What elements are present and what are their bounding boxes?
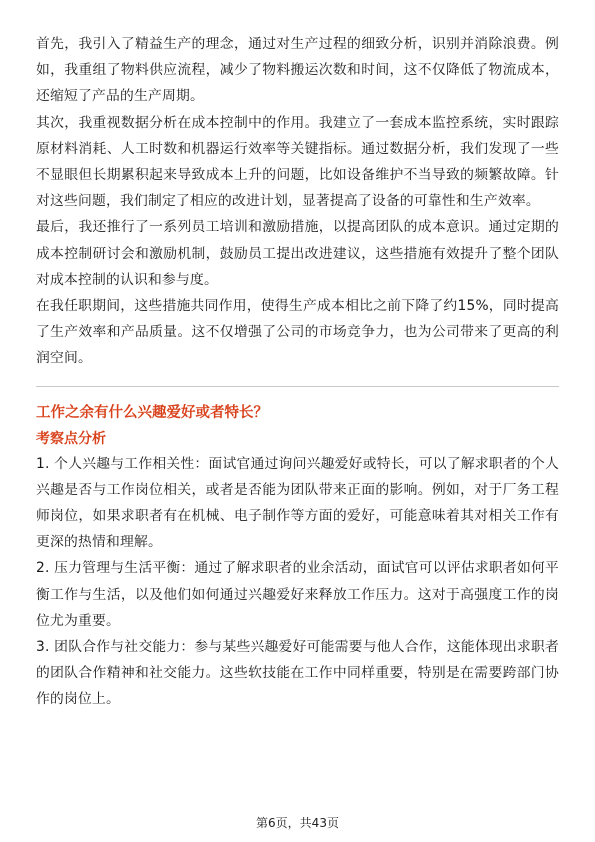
answer-paragraph: 在我任职期间，这些措施共同作用，使得生产成本相比之前下降了约15%，同时提高了生产效率和产品质量。这不仅增强了公司的市场竞争力，也为公司带来了更高的利润空间。: [36, 298, 559, 367]
section-divider: [36, 386, 559, 387]
question-title: 工作之余有什么兴趣爱好或者特长？: [36, 404, 268, 421]
analysis-heading: 考察点分析: [36, 430, 106, 447]
analysis-point: 1. 个人兴趣与工作相关性：面试官通过询问兴趣爱好或特长，可以了解求职者的个人兴趣是否与工作岗位相关，或者是否能为团队带来正面的影响。例如，对于厂务工程师岗位，如果求职者有在机械、电子制作等方面的爱好，可能意味着其对相关工作有更深的热情和理解。: [36, 455, 559, 551]
document-page: [36, 31, 559, 713]
analysis-point: 3. 团队合作与社交能力：参与某些兴趣爱好可能需要与他人合作，这能体现出求职者的团队合作精神和社交能力。这些软技能在工作中同样重要，特别是在需要跨部门协作的岗位上。: [36, 639, 559, 708]
answer-paragraph: 最后，我还推行了一系列员工培训和激励措施，以提高团队的成本意识。通过定期的成本控制研讨会和激励机制，鼓励员工提出改进建议，这些措施有效提升了整个团队对成本控制的认识和参与度。: [36, 219, 559, 288]
previous-answer: [36, 31, 559, 372]
question-block: [36, 401, 559, 713]
analysis-point: 2. 压力管理与生活平衡：通过了解求职者的业余活动，面试官可以评估求职者如何平衡工作与生活，以及他们如何通过兴趣爱好来释放工作压力。这对于高强度工作的岗位尤为重要。: [36, 560, 559, 629]
answer-paragraph: 其次，我重视数据分析在成本控制中的作用。我建立了一套成本监控系统，实时跟踪原材料消耗、人工时数和机器运行效率等关键指标。通过数据分析，我们发现了一些不显眼但长期累积起来导致成本上升的问题，比如设备维护不当导致的频繁故障。针对这些问题，我们制定了相应的改进计划，显著提高了设备的可靠性和生产效率。: [36, 114, 559, 210]
answer-paragraph: 首先，我引入了精益生产的理念，通过对生产过程的细致分析，识别并消除浪费。例如，我重组了物料供应流程，减少了物料搬运次数和时间，这不仅降低了物流成本，还缩短了产品的生产周期。: [36, 36, 559, 105]
page-number: 第6页，共43页: [256, 816, 339, 830]
